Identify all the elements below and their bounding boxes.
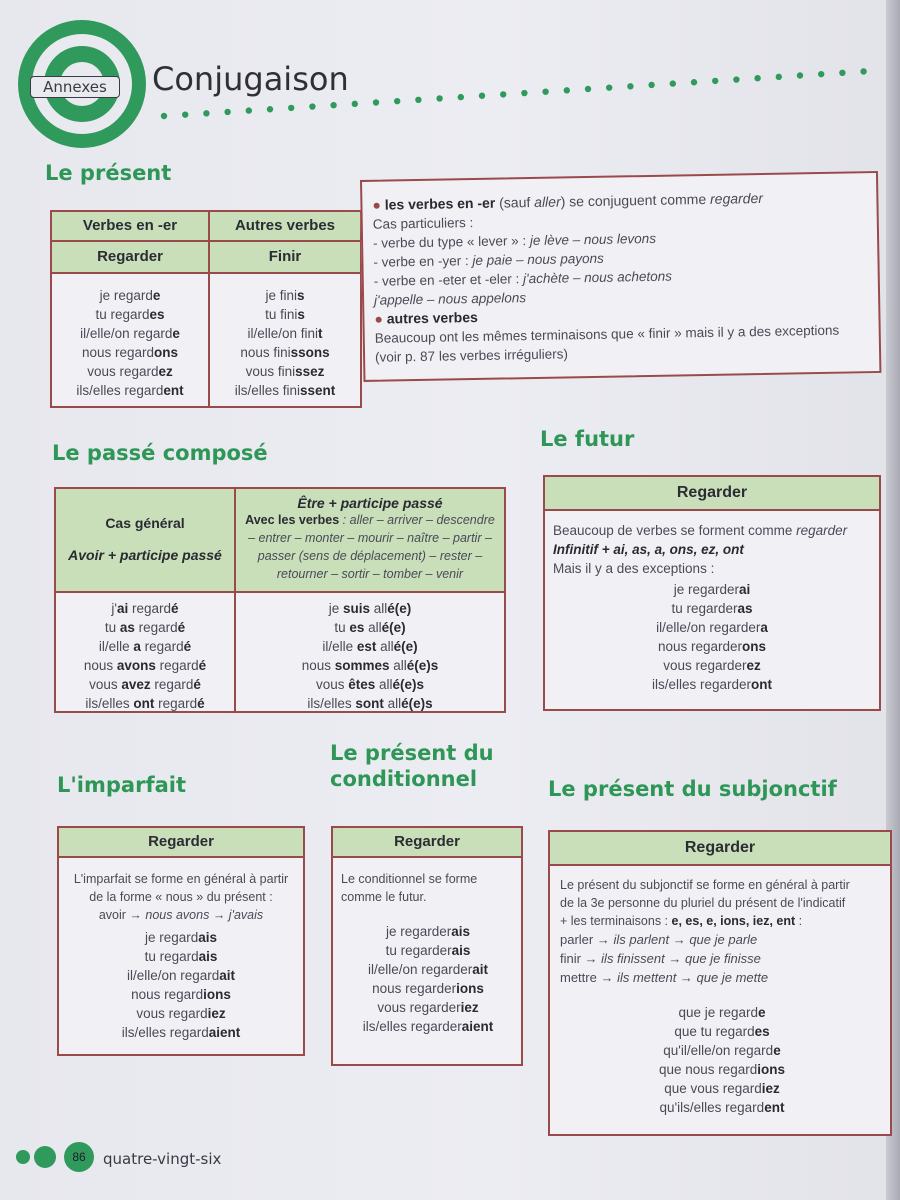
verb-stem: tu regarder xyxy=(671,601,738,616)
verb-stem: tu fini xyxy=(265,307,298,322)
auxiliary: suis xyxy=(342,601,370,616)
notes-er-paren: (sauf xyxy=(495,193,535,211)
futur-forms xyxy=(553,580,871,694)
futur-intro-a: Beaucoup de verbes se forment comme xyxy=(553,523,797,538)
present-col-other xyxy=(210,212,360,406)
verb-stem: il/elle/on fini xyxy=(247,326,319,341)
page-title: Conjugaison xyxy=(152,60,349,98)
pc-etre-verbs-label: Avec les verbes xyxy=(245,513,340,527)
conjugation-row xyxy=(553,599,871,618)
conjugation-row xyxy=(560,1022,884,1041)
verb-ending: ai xyxy=(739,582,751,597)
pc-etre-verbs-list: : aller – arriver – descendre – entrer – monter – mourir – naître – partir – passer (sens de déplacement) – rester – retourner – sortir – tomber – venir xyxy=(248,513,495,581)
verb-ending: aient xyxy=(461,1019,494,1034)
imparfait-intro2: de la forme « nous » du présent : xyxy=(89,890,273,904)
conjugation-row xyxy=(210,362,360,381)
futur-exceptions: Mais il y a des exceptions : xyxy=(553,561,715,576)
participle-stem: regard xyxy=(154,696,198,711)
verb-stem: ils/elles regarder xyxy=(362,1019,462,1034)
participle-stem: all xyxy=(376,639,394,654)
verb-stem: qu'il/elle/on regard xyxy=(663,1043,774,1058)
conjugation-row xyxy=(210,286,360,305)
verb-ending: ais xyxy=(198,930,218,945)
decoration-dot xyxy=(521,90,527,96)
decoration-dot xyxy=(330,102,336,108)
pronoun: tu xyxy=(334,620,350,635)
decoration-dot xyxy=(627,83,633,89)
subjonctif-verb: Regarder xyxy=(550,832,890,866)
decoration-dot xyxy=(585,86,591,92)
heading-futur: Le futur xyxy=(540,427,635,451)
verb-stem: que vous regard xyxy=(664,1081,762,1096)
verb-stem: tu regarder xyxy=(385,943,452,958)
subjonctif-intro1: Le présent du subjonctif se forme en général à partir xyxy=(560,878,850,892)
notes-l3-b: j'achète – nous achetons xyxy=(522,268,673,287)
conjugation-row xyxy=(52,362,208,381)
conjugation-row xyxy=(56,694,234,713)
participle-stem: all xyxy=(383,696,402,711)
conjugation-row xyxy=(560,1060,884,1079)
conjugation-row xyxy=(63,928,299,947)
verb-ending: e xyxy=(773,1043,781,1058)
verb-ending: t xyxy=(318,326,323,341)
verb-ending: e xyxy=(172,326,180,341)
pc-avoir-col xyxy=(56,489,236,711)
verb-ending: ions xyxy=(203,987,231,1002)
conjugation-row xyxy=(341,998,515,1017)
subjonctif-example xyxy=(560,949,884,968)
present-er-forms xyxy=(52,274,208,400)
participle-stem: all xyxy=(375,677,393,692)
verb-ending: ssent xyxy=(300,383,336,398)
verb-stem: ils/elles regard xyxy=(76,383,164,398)
auxiliary: ont xyxy=(133,696,155,711)
auxiliary: êtes xyxy=(348,677,376,692)
pc-etre-col xyxy=(236,489,504,711)
imparfait-verb: Regarder xyxy=(59,828,303,858)
conjugation-row xyxy=(52,324,208,343)
conditionnel-intro1: Le conditionnel se forme xyxy=(341,872,478,886)
participle-ending: é(e) xyxy=(387,601,412,616)
verb-ending: iez xyxy=(761,1081,780,1096)
notes-l1-b: je lève – nous levons xyxy=(529,230,657,249)
decoration-dot xyxy=(458,94,464,100)
verb-ending: a xyxy=(760,620,768,635)
subjonctif-forms xyxy=(560,1003,884,1117)
present-col-er-group: Verbes en -er xyxy=(52,212,208,242)
decoration-dot xyxy=(797,72,803,78)
example-verb: parler → xyxy=(560,932,614,947)
decoration-dot xyxy=(203,110,209,116)
notes-l2-a: - verbe en -yer : xyxy=(373,253,473,270)
heading-subjonctif: Le présent du subjonctif xyxy=(548,777,837,801)
subjonctif-box xyxy=(548,830,892,1136)
verb-ending: ions xyxy=(757,1062,786,1077)
auxiliary: avez xyxy=(121,677,151,692)
conjugation-row xyxy=(236,694,504,713)
heading-present: Le présent xyxy=(45,161,172,185)
auxiliary: sommes xyxy=(334,658,390,673)
verb-ending: as xyxy=(737,601,753,616)
annexes-badge: Annexes xyxy=(30,76,120,98)
subjonctif-intro3-a: + les terminaisons : xyxy=(560,914,672,928)
example-verb: finir → xyxy=(560,951,602,966)
verb-stem: nous regard xyxy=(131,987,204,1002)
pronoun: tu xyxy=(104,620,120,635)
verb-stem: vous regarder xyxy=(377,1000,461,1015)
imparfait-ex-a: avoir → xyxy=(98,908,146,922)
pronoun: ils/elles xyxy=(307,696,356,711)
verb-stem: je regarder xyxy=(673,582,740,597)
notes-cas: Cas particuliers : xyxy=(372,215,474,232)
notes-er-bold: les verbes en -er xyxy=(384,194,496,213)
conjugation-row xyxy=(63,966,299,985)
conjugation-row xyxy=(210,381,360,400)
verb-ending: es xyxy=(754,1024,770,1039)
decoration-dot xyxy=(500,91,506,97)
notes-l3-a: - verbe en -eter et -eler : xyxy=(373,271,524,289)
participle-ending: é xyxy=(198,658,207,673)
example-forms: ils parlent → que je parle xyxy=(613,932,758,947)
conjugation-row xyxy=(56,637,234,656)
verb-stem: nous regarder xyxy=(657,639,743,654)
verb-stem: je fini xyxy=(265,288,297,303)
present-col-er-verb: Regarder xyxy=(52,242,208,274)
auxiliary: es xyxy=(349,620,365,635)
conjugation-row xyxy=(210,305,360,324)
verb-ending: e xyxy=(152,288,161,303)
conjugation-row xyxy=(560,1079,884,1098)
pronoun: ils/elles xyxy=(85,696,134,711)
auxiliary: a xyxy=(133,639,141,654)
conjugation-row xyxy=(63,1023,299,1042)
decoration-dot xyxy=(161,113,167,119)
conjugation-row xyxy=(236,599,504,618)
conjugation-row xyxy=(236,637,504,656)
participle-ending: é(e) xyxy=(381,620,406,635)
decoration-dot xyxy=(776,74,782,80)
pronoun: vous xyxy=(315,677,349,692)
imparfait-forms xyxy=(63,928,299,1042)
present-finir-forms xyxy=(210,274,360,400)
decoration-dot xyxy=(246,107,252,113)
conjugation-row xyxy=(210,324,360,343)
decoration-dot xyxy=(288,105,294,111)
futur-box xyxy=(543,475,881,711)
conjugation-row xyxy=(52,305,208,324)
verb-ending: ait xyxy=(472,962,489,977)
participle-ending: é xyxy=(183,639,192,654)
pronoun: j' xyxy=(111,601,117,616)
conjugation-row xyxy=(236,675,504,694)
verb-ending: ssez xyxy=(295,364,325,379)
notes-l4: j'appelle – nous appelons xyxy=(373,290,527,308)
decoration-dot xyxy=(436,95,442,101)
notes-er-regarder: regarder xyxy=(709,189,764,207)
decoration-dot xyxy=(373,99,379,105)
verb-stem: tu regard xyxy=(144,949,199,964)
verb-stem: tu regard xyxy=(95,307,150,322)
conjugation-row xyxy=(56,618,234,637)
decoration-dot xyxy=(648,82,654,88)
conjugation-row xyxy=(210,343,360,362)
conditionnel-box xyxy=(331,826,523,1066)
present-table xyxy=(50,210,362,408)
pc-avoir-rule: Avoir + participe passé xyxy=(68,547,222,563)
notes-autres-bold: autres verbes xyxy=(386,308,478,327)
heading-passe-compose: Le passé composé xyxy=(52,441,268,465)
verb-stem: vous fini xyxy=(245,364,296,379)
conjugation-row xyxy=(553,618,871,637)
verb-stem: il/elle/on regard xyxy=(126,968,220,983)
verb-ending: ais xyxy=(198,949,218,964)
present-col-er xyxy=(52,212,210,406)
conjugation-row xyxy=(52,286,208,305)
participle-ending: é(e)s xyxy=(406,658,439,673)
pc-etre-rule: Être + participe passé xyxy=(297,495,443,511)
conjugation-row xyxy=(63,985,299,1004)
decoration-dot xyxy=(394,98,400,104)
conjugation-row xyxy=(560,1098,884,1117)
conjugation-row xyxy=(553,656,871,675)
decoration-dot xyxy=(754,75,760,81)
decoration-dot xyxy=(839,70,845,76)
page-number: 86 xyxy=(64,1142,94,1172)
imparfait-ex-b: nous avons → j'avais xyxy=(145,908,264,922)
futur-verb: Regarder xyxy=(545,477,879,511)
auxiliary: sont xyxy=(355,696,384,711)
verb-stem: je regard xyxy=(144,930,199,945)
decoration-dot xyxy=(479,93,485,99)
present-col-other-verb: Finir xyxy=(210,242,360,274)
futur-intro-b: regarder xyxy=(796,523,848,538)
verb-ending: ions xyxy=(456,981,484,996)
decoration-dot xyxy=(224,109,230,115)
conjugation-row xyxy=(236,618,504,637)
verb-ending: ons xyxy=(742,639,767,654)
conjugation-row xyxy=(341,979,515,998)
participle-stem: all xyxy=(364,620,382,635)
imparfait-box xyxy=(57,826,305,1056)
decoration-dot xyxy=(606,84,612,90)
conjugation-row xyxy=(56,599,234,618)
auxiliary: est xyxy=(356,639,377,654)
verb-stem: vous regard xyxy=(87,364,159,379)
example-forms: ils mettent → que je mette xyxy=(617,970,769,985)
pronoun: nous xyxy=(301,658,335,673)
conjugation-row xyxy=(560,1041,884,1060)
futur-rule: Infinitif + ai, as, a, ons, ez, ont xyxy=(553,542,744,557)
imparfait-intro1: L'imparfait se forme en général à partir xyxy=(73,872,289,886)
decoration-dot xyxy=(564,87,570,93)
decoration-dot xyxy=(733,76,739,82)
conjugation-row xyxy=(553,580,871,599)
auxiliary: avons xyxy=(116,658,156,673)
pc-etre-forms xyxy=(236,593,504,713)
verb-ending: ais xyxy=(451,924,471,939)
pronoun: vous xyxy=(89,677,122,692)
auxiliary: ai xyxy=(117,601,129,616)
subjonctif-examples xyxy=(560,930,884,987)
participle-stem: regard xyxy=(134,620,178,635)
conjugation-row xyxy=(341,922,515,941)
verb-stem: je regard xyxy=(99,288,153,303)
participle-ending: é xyxy=(193,677,201,692)
heading-imparfait: L'imparfait xyxy=(57,773,186,797)
notes-er-rest: ) se conjuguent comme xyxy=(560,190,711,210)
decoration-dot xyxy=(267,106,273,112)
participle-stem: all xyxy=(370,601,388,616)
verb-ending: aient xyxy=(208,1025,241,1040)
participle-stem: regard xyxy=(128,601,172,616)
verb-ending: ent xyxy=(764,1100,785,1115)
verb-stem: que nous regard xyxy=(658,1062,758,1077)
decoration-dot xyxy=(542,89,548,95)
conjugation-row xyxy=(52,381,208,400)
pronoun: nous xyxy=(83,658,117,673)
verb-stem: il/elle/on regard xyxy=(80,326,173,341)
conjugation-row xyxy=(52,343,208,362)
auxiliary: as xyxy=(119,620,135,635)
verb-stem: que tu regard xyxy=(674,1024,755,1039)
verb-ending: ssons xyxy=(290,345,330,360)
verb-ending: ez xyxy=(158,364,173,379)
conjugation-row xyxy=(63,1004,299,1023)
footer-dot-icon xyxy=(16,1150,30,1164)
notes-er-aller: aller xyxy=(534,193,561,210)
decoration-dot xyxy=(352,101,358,107)
participle-stem: all xyxy=(389,658,407,673)
verb-stem: que je regard xyxy=(678,1005,759,1020)
passe-compose-table xyxy=(54,487,506,713)
conjugation-row xyxy=(341,960,515,979)
verb-stem: nous regarder xyxy=(372,981,457,996)
pronoun: il/elle xyxy=(322,639,357,654)
verb-stem: ils/elles regard xyxy=(121,1025,209,1040)
verb-ending: ez xyxy=(746,658,761,673)
participle-ending: é(e) xyxy=(393,639,418,654)
participle-ending: é(e)s xyxy=(392,677,425,692)
verb-stem: nous fini xyxy=(240,345,291,360)
conjugation-row xyxy=(553,637,871,656)
conjugation-row xyxy=(56,675,234,694)
verb-stem: ils/elles regarder xyxy=(651,677,752,692)
subjonctif-example xyxy=(560,968,884,987)
decoration-dot xyxy=(415,97,421,103)
conjugation-row xyxy=(341,1017,515,1036)
participle-stem: regard xyxy=(155,658,199,673)
verb-ending: ent xyxy=(163,383,184,398)
conjugation-row xyxy=(560,1003,884,1022)
participle-ending: é xyxy=(197,696,205,711)
pronoun: il/elle xyxy=(98,639,134,654)
participle-ending: é xyxy=(177,620,186,635)
conditionnel-intro2: comme le futur. xyxy=(341,890,427,904)
verb-ending: ait xyxy=(219,968,236,983)
verb-ending: ont xyxy=(751,677,773,692)
notes-l1-a: - verbe du type « lever » : xyxy=(372,233,531,251)
pc-avoir-forms xyxy=(56,593,234,713)
participle-stem: regard xyxy=(150,677,194,692)
verb-ending: es xyxy=(149,307,165,322)
verb-stem: vous regard xyxy=(136,1006,208,1021)
participle-stem: regard xyxy=(140,639,184,654)
decoration-dot xyxy=(712,78,718,84)
subjonctif-example xyxy=(560,930,884,949)
participle-ending: é xyxy=(171,601,179,616)
subjonctif-endings: e, es, e, ions, iez, ent xyxy=(671,914,796,928)
verb-stem: qu'ils/elles regard xyxy=(659,1100,765,1115)
verb-ending: ons xyxy=(154,345,179,360)
verb-stem: il/elle/on regarder xyxy=(367,962,473,977)
heading-conditionnel: Le présent du conditionnel xyxy=(330,741,494,792)
notes-autres-l2: (voir p. 87 les verbes irréguliers) xyxy=(374,346,569,365)
participle-ending: é(e)s xyxy=(401,696,433,711)
verb-stem: vous regarder xyxy=(663,658,747,673)
verb-ending: iez xyxy=(207,1006,226,1021)
conjugation-row xyxy=(56,656,234,675)
conjugation-row xyxy=(553,675,871,694)
example-verb: mettre → xyxy=(560,970,618,985)
decoration-dot xyxy=(182,111,188,117)
dotted-line-decoration xyxy=(158,62,878,122)
verb-stem: nous regard xyxy=(81,345,155,360)
verb-stem: je regarder xyxy=(385,924,452,939)
footer-dot-icon xyxy=(34,1146,56,1168)
verb-ending: iez xyxy=(460,1000,479,1015)
example-forms: ils finissent → que je finisse xyxy=(601,951,761,966)
decoration-dot xyxy=(670,80,676,86)
verb-ending: s xyxy=(297,288,305,303)
conjugation-row xyxy=(63,947,299,966)
verb-ending: ais xyxy=(451,943,471,958)
conjugation-row xyxy=(341,941,515,960)
notes-autres-l1: Beaucoup ont les mêmes terminaisons que « finir » mais il y a des exceptions xyxy=(374,322,840,346)
decoration-dot xyxy=(818,71,824,77)
conditionnel-forms xyxy=(341,922,515,1036)
conjugation-row xyxy=(236,656,504,675)
notes-l2-b: je paie – nous payons xyxy=(472,250,604,269)
subjonctif-intro2: de la 3e personne du pluriel du présent de l'indicatif xyxy=(560,896,846,910)
present-notes: ● les verbes en -er (sauf aller) se conjuguent comme regarder Cas particuliers : - verbe du type « lever » : je lève – nous levons - verbe en -yer : je paie – nous payons - verbe en -eter et -eler : j'achète – nous achetons j'appelle – nous appelons ● autres verbes Beaucoup ont les mêmes terminaisons que « finir » mais il y a des exceptions (voir p. 87 les verbes irréguliers) xyxy=(360,171,881,382)
verb-ending: e xyxy=(758,1005,766,1020)
page-number-words: quatre-vingt-six xyxy=(103,1150,222,1168)
pronoun: je xyxy=(328,601,343,616)
subjonctif-intro3-c: : xyxy=(795,914,803,928)
verb-stem: ils/elles fini xyxy=(234,383,300,398)
present-col-other-group: Autres verbes xyxy=(210,212,360,242)
decoration-dot xyxy=(860,68,866,74)
verb-ending: s xyxy=(297,307,305,322)
decoration-dot xyxy=(309,103,315,109)
conditionnel-verb: Regarder xyxy=(333,828,521,858)
verb-stem: il/elle/on regarder xyxy=(656,620,761,635)
decoration-dot xyxy=(691,79,697,85)
pc-cas-general: Cas général xyxy=(105,515,185,531)
